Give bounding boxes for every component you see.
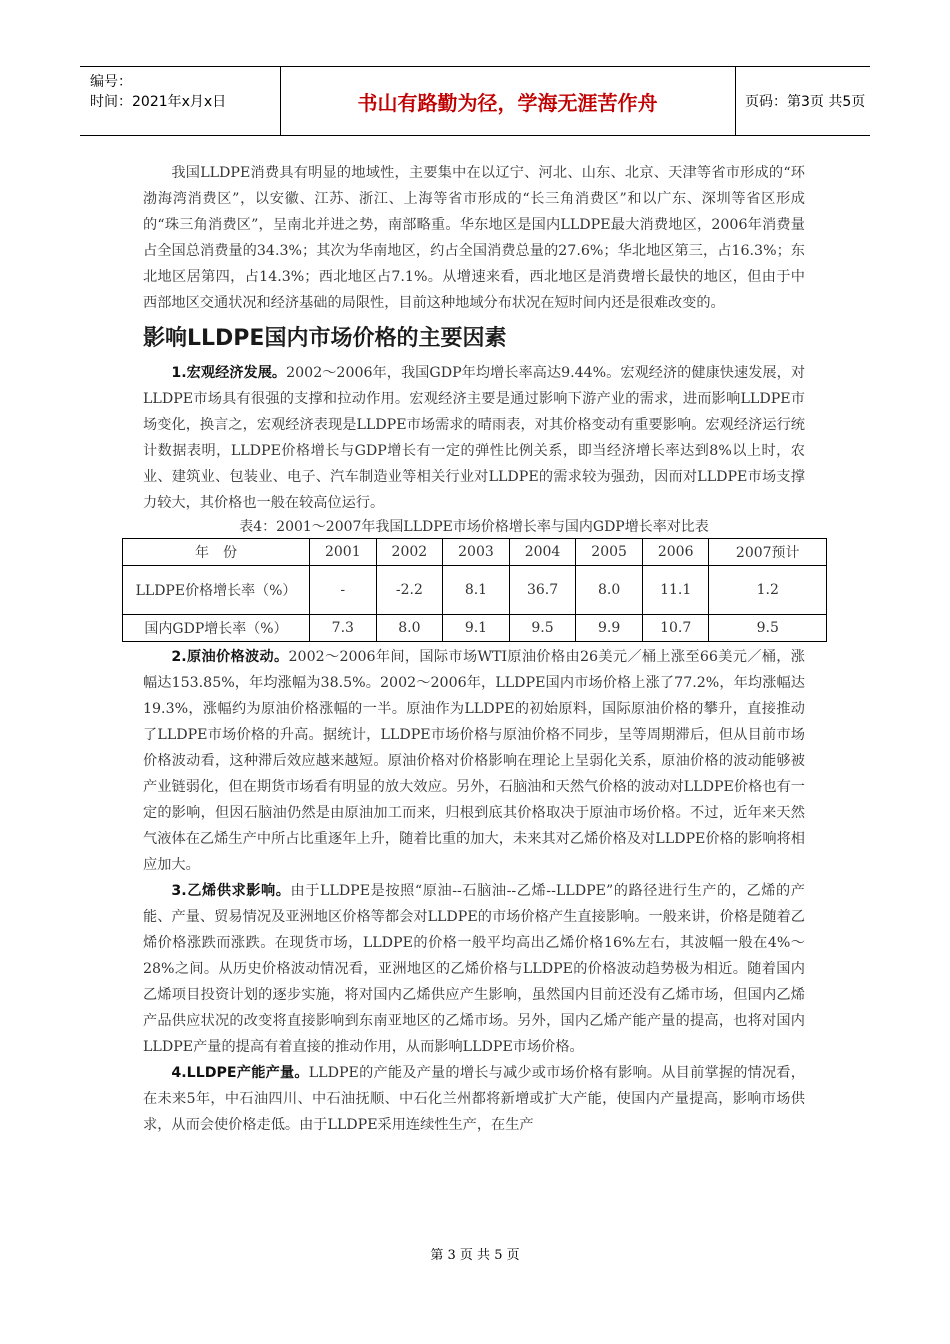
macroeconomy-heading: 1.宏观经济发展。 bbox=[171, 365, 287, 381]
table-cell: 2004 bbox=[509, 539, 576, 566]
table-cell: 11.1 bbox=[642, 566, 709, 615]
table-row bbox=[123, 539, 827, 566]
ethylene-text: 由于LLDPE是按照“原油--石脑油--乙烯--LLDPE”的路径进行生产的，乙烯的产能、产量、贸易情况及亚洲地区价格等都会对LLDPE的市场价格产生直接影响。一般来讲，价格是随着乙烯价格涨跌而涨跌。在现货市场，LLDPE的价格一般平均高出乙烯价格16%左右，其波幅一般在4%～28%之间。从历史价格波动情况看，亚洲地区的乙烯价格与LLDPE的价格波动趋势极为相近。随着国内乙烯项目投资计划的逐步实施，将对国内乙烯供应产生影响，虽然国内目前还没有乙烯市场，但国内乙烯产品供应状况的改变将直接影响到东南亚地区的乙烯市场。另外，国内乙烯产能产量的提高，也将对国内LLDPE产量的提高有着直接的推动作用，从而影响LLDPE市场价格。 bbox=[143, 883, 805, 1055]
crude-oil-heading: 2.原油价格波动。 bbox=[171, 649, 289, 665]
table-cell: -2.2 bbox=[376, 566, 443, 615]
growth-comparison-table bbox=[122, 538, 827, 642]
paragraph-ethylene bbox=[143, 878, 805, 1060]
capacity-text: LLDPE的产能及产量的增长与减少或市场价格有影响。从目前掌握的情况看，在未来5年，中石油四川、中石油抚顺、中石化兰州都将新增或扩大产能，使国内产量提高，影响市场供求，从而会使价格走低。由于LLDPE采用连续性生产，在生产 bbox=[143, 1065, 805, 1133]
document-body bbox=[135, 160, 806, 1138]
table-cell: 9.5 bbox=[509, 615, 576, 642]
table-row bbox=[123, 566, 827, 615]
table-cell: 年 份 bbox=[123, 539, 310, 566]
crude-oil-text: 2002～2006年间，国际市场WTI原油价格由26美元／桶上涨至66美元／桶，涨幅达153.85%，年均涨幅为38.5%。2002～2006年，LLDPE国内市场价格上涨了77.2%，年均涨幅达19.3%，涨幅约为原油价格涨幅的一半。原油作为LLDPE的初始原料，国际原油价格的攀升，直接推动了LLDPE市场价格的升高。据统计，LLDPE市场价格与原油价格不同步，呈等周期滞后，但从目前市场价格波动看，这种滞后效应越来越短。原油价格对价格影响在理论上呈弱化关系，原油价格的波动能够被产业链弱化，但在期货市场看有明显的放大效应。另外，石脑油和天然气价格的波动对LLDPE价格也有一定的影响，但因石脑油仍然是由原油加工而来，归根到底其价格取决于原油市场价格。不过，近年来天然气液体在乙烯生产中所占比重逐年上升，随着比重的加大，未来其对乙烯价格及对LLDPE价格的影响将相应加大。 bbox=[143, 649, 805, 873]
page-footer: 第 3 页 共 5 页 bbox=[430, 1248, 520, 1263]
table-cell: 8.0 bbox=[576, 566, 643, 615]
table-cell: 9.9 bbox=[576, 615, 643, 642]
table-cell: 2007预计 bbox=[709, 539, 827, 566]
header-meta bbox=[80, 67, 281, 135]
table-cell: 9.1 bbox=[443, 615, 510, 642]
table-cell: 2005 bbox=[576, 539, 643, 566]
table-cell: 10.7 bbox=[642, 615, 709, 642]
section-title: 影响LLDPE国内市场价格的主要因素 bbox=[143, 326, 507, 351]
table-cell: - bbox=[310, 566, 377, 615]
table-cell: 国内GDP增长率（%） bbox=[123, 615, 310, 642]
header-motto: 书山有路勤为径，学海无涯苦作舟 bbox=[280, 67, 736, 135]
paragraph-capacity bbox=[143, 1060, 805, 1138]
serial-label: 编号： bbox=[90, 74, 132, 90]
table-cell: 2001 bbox=[310, 539, 377, 566]
date-label: 时间：2021年x月x日 bbox=[90, 94, 227, 110]
ethylene-heading: 3.乙烯供求影响。 bbox=[171, 883, 291, 899]
header-page-label: 页码：第3页 共5页 bbox=[745, 94, 866, 110]
page-header bbox=[80, 66, 870, 136]
intro-paragraph: 我国LLDPE消费具有明显的地域性，主要集中在以辽宁、河北、山东、北京、天津等省市形成的“环渤海湾消费区”，以安徽、江苏、浙江、上海等省市形成的“长三角消费区”和以广东、深圳等省区形成的“珠三角消费区”，呈南北并进之势，南部略重。华东地区是国内LLDPE最大消费地区，2006年消费量占全国总消费量的34.3%；其次为华南地区，约占全国消费总量的27.6%；华北地区第三，占16.3%；东北地区居第四，占14.3%；西北地区占7.1%。从增速来看，西北地区是消费增长最快的地区，但由于中西部地区交通状况和经济基础的局限性，目前这种地域分布状况在短时间内还是很难改变的。 bbox=[143, 165, 805, 311]
table-cell: 1.2 bbox=[709, 566, 827, 615]
table-cell: 2002 bbox=[376, 539, 443, 566]
table-cell: 36.7 bbox=[509, 566, 576, 615]
table-cell: 2003 bbox=[443, 539, 510, 566]
table-cell: 9.5 bbox=[709, 615, 827, 642]
table-cell: 8.0 bbox=[376, 615, 443, 642]
paragraph-crude-oil bbox=[143, 644, 805, 878]
table-row bbox=[123, 615, 827, 642]
table-cell: 8.1 bbox=[443, 566, 510, 615]
capacity-heading: 4.LLDPE产能产量。 bbox=[171, 1065, 309, 1081]
table-caption: 表4：2001～2007年我国LLDPE市场价格增长率与国内GDP增长率对比表 bbox=[239, 519, 709, 535]
paragraph-macroeconomy bbox=[143, 360, 805, 516]
table-cell: 7.3 bbox=[310, 615, 377, 642]
macroeconomy-text: 2002～2006年，我国GDP年均增长率高达9.44%。宏观经济的健康快速发展，对LLDPE市场具有很强的支撑和拉动作用。宏观经济主要是通过影响下游产业的需求，进而影响LLDPE市场变化，换言之，宏观经济表现是LLDPE市场需求的晴雨表，对其价格变动有重要影响。宏观经济运行统计数据表明，LLDPE价格增长与GDP增长有一定的弹性比例关系，即当经济增长率达到8%以上时，农业、建筑业、包装业、电子、汽车制造业等相关行业对LLDPE的需求较为强劲，因而对LLDPE市场支撑力较大，其价格也一般在较高位运行。 bbox=[143, 365, 806, 511]
table-cell: LLDPE价格增长率（%） bbox=[123, 566, 310, 615]
table-cell: 2006 bbox=[642, 539, 709, 566]
